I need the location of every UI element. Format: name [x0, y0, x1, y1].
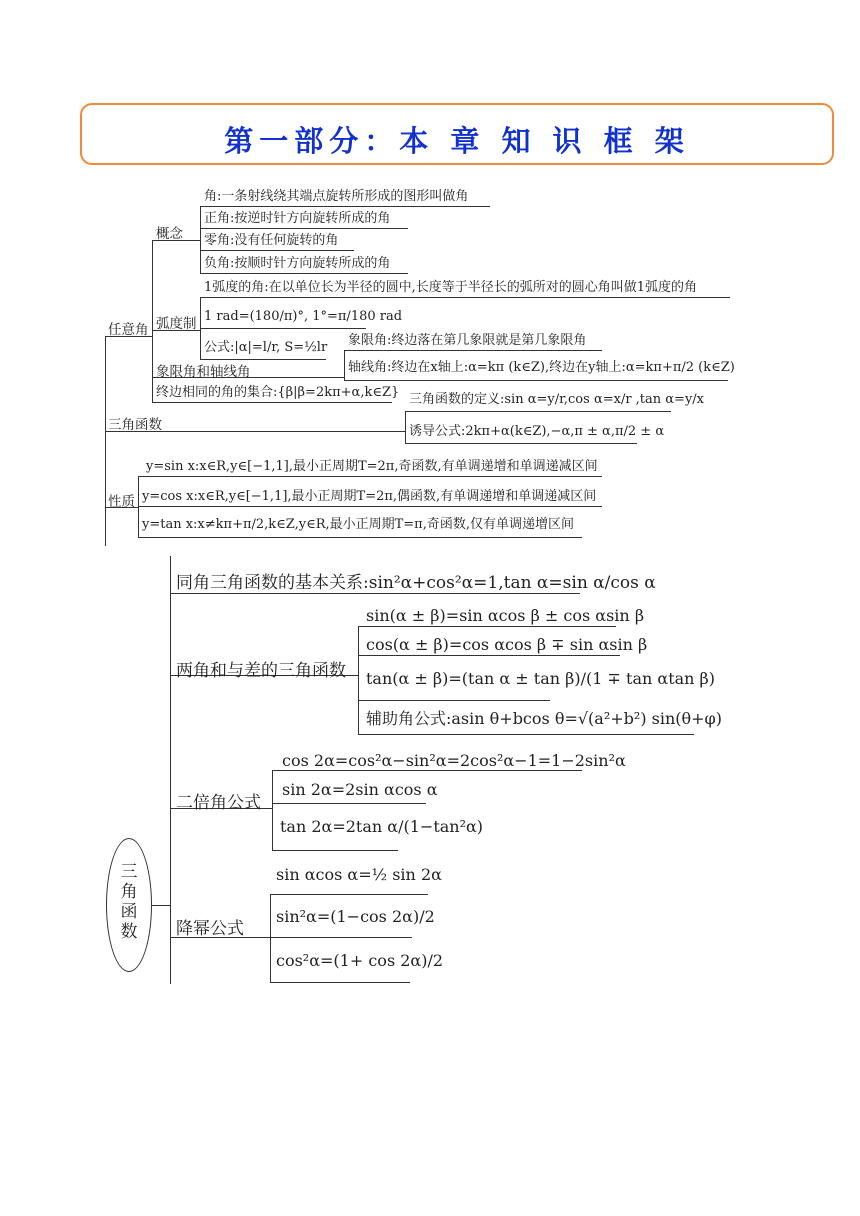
cos-sum-formula: cos(α ± β)=cos αcos β ∓ sin αsin β	[366, 635, 648, 654]
underline	[272, 803, 426, 804]
underline	[270, 937, 412, 938]
quadrant-bracket	[344, 350, 345, 380]
property-cos: y=cos x:x∈R,y∈[−1,1],最小正周期T=2π,偶函数,有单调递增和单调递减区间	[142, 489, 597, 504]
sin-double-formula: sin 2α=2sin αcos α	[282, 780, 438, 799]
power-bracket	[270, 894, 271, 982]
underline	[200, 328, 366, 329]
sum-bracket	[358, 626, 359, 734]
trig-bracket	[405, 411, 406, 443]
tan-sum-formula: tan(α ± β)=(tan α ± tan β)/(1 ∓ tan αtan β)	[366, 669, 716, 688]
underline	[405, 411, 671, 412]
section-header-box	[80, 103, 834, 165]
concept-item: 负角:按顺时针方向旋转所成的角	[204, 256, 391, 271]
sin-sum-formula: sin(α ± β)=sin αcos β ± cos αsin β	[366, 606, 645, 625]
axis-angle: 轴线角:终边在x轴上:α=kπ (k∈Z),终边在y轴上:α=kπ+π/2 (k∈Z)	[348, 360, 735, 375]
underline	[270, 982, 410, 983]
coterminal-set: 终边相同的角的集合:{β|β=2kπ+α,k∈Z}	[156, 385, 400, 400]
underline	[200, 206, 490, 207]
radian-formula: 公式:|α|=l/r, S=½lr	[204, 340, 328, 355]
cos-squared-reduction: cos²α=(1+ cos 2α)/2	[276, 951, 444, 970]
radian-definition: 1弧度的角:在以单位长为半径的圆中,长度等于半径长的弧所对的圆心角叫做1弧度的角	[204, 280, 698, 295]
auxiliary-angle-formula: 辅助角公式:asin θ+bcos θ=√(a²+b²) sin(θ+φ)	[366, 709, 723, 728]
node-radian: 弧度制	[156, 316, 197, 332]
underline	[358, 734, 694, 735]
underline	[200, 273, 408, 274]
underline	[170, 593, 580, 594]
concept-bracket	[200, 206, 201, 274]
underline	[344, 350, 602, 351]
basic-relation: 同角三角函数的基本关系:sin²α+cos²α=1,tan α=sin α/cos α	[176, 573, 656, 593]
trunk-line	[105, 336, 106, 546]
sincos-reduction: sin αcos α=½ sin 2α	[276, 865, 442, 884]
underline	[138, 537, 582, 538]
underline	[272, 850, 398, 851]
trig-definition: 三角函数的定义:sin α=y/r,cos α=x/r ,tan α=y/x	[409, 392, 705, 407]
node-any-angle: 任意角	[108, 322, 149, 338]
concept-item: 正角:按逆时针方向旋转所成的角	[204, 211, 391, 226]
tan-double-formula: tan 2α=2tan α/(1−tan²α)	[280, 817, 484, 836]
underline	[138, 506, 602, 507]
branch-line	[152, 905, 170, 906]
node-trig-function: 三角函数	[108, 417, 162, 433]
root-trig-functions: 三角函数	[120, 862, 138, 942]
induction-formula: 诱导公式:2kπ+α(k∈Z),−α,π ± α,π/2 ± α	[409, 424, 665, 439]
double-bracket	[272, 770, 273, 850]
underline	[152, 402, 392, 403]
node-double-angle: 二倍角公式	[176, 793, 261, 813]
underline	[200, 297, 730, 298]
underline	[138, 476, 602, 477]
quadrant-angle: 象限角:终边落在第几象限就是第几象限角	[348, 333, 587, 348]
node-sum-difference: 两角和与差的三角函数	[176, 661, 346, 681]
node-property: 性质	[108, 494, 135, 510]
concept-item: 零角:没有任何旋转的角	[204, 233, 339, 248]
node-quadrant: 象限角和轴线角	[156, 364, 251, 380]
underline	[200, 250, 354, 251]
property-sin: y=sin x:x∈R,y∈[−1,1],最小正周期T=2π,奇函数,有单调递增和单调递减区间	[146, 459, 598, 474]
cos-double-formula: cos 2α=cos²α−sin²α=2cos²α−1=1−2sin²α	[282, 751, 626, 770]
property-tan: y=tan x:x≠kπ+π/2,k∈Z,y∈R,最小正周期T=π,奇函数,仅有单调递增区间	[142, 517, 574, 532]
underline	[358, 626, 616, 627]
radian-conversion: 1 rad=(180/π)°, 1°=π/180 rad	[204, 309, 403, 324]
underline	[200, 228, 408, 229]
sin-squared-reduction: sin²α=(1−cos 2α)/2	[276, 907, 435, 926]
underline	[344, 380, 728, 381]
section-title: 第一部分：本 章 知 识 框 架	[224, 124, 690, 158]
underline	[405, 443, 637, 444]
underline	[358, 655, 620, 656]
concept-item: 角:一条射线绕其端点旋转所形成的图形叫做角	[204, 189, 469, 204]
trunk-line	[170, 556, 171, 984]
node-power-reduction: 降幂公式	[176, 919, 244, 939]
node-concept: 概念	[156, 226, 183, 242]
underline	[358, 700, 550, 701]
underline	[270, 894, 428, 895]
underline	[272, 770, 582, 771]
